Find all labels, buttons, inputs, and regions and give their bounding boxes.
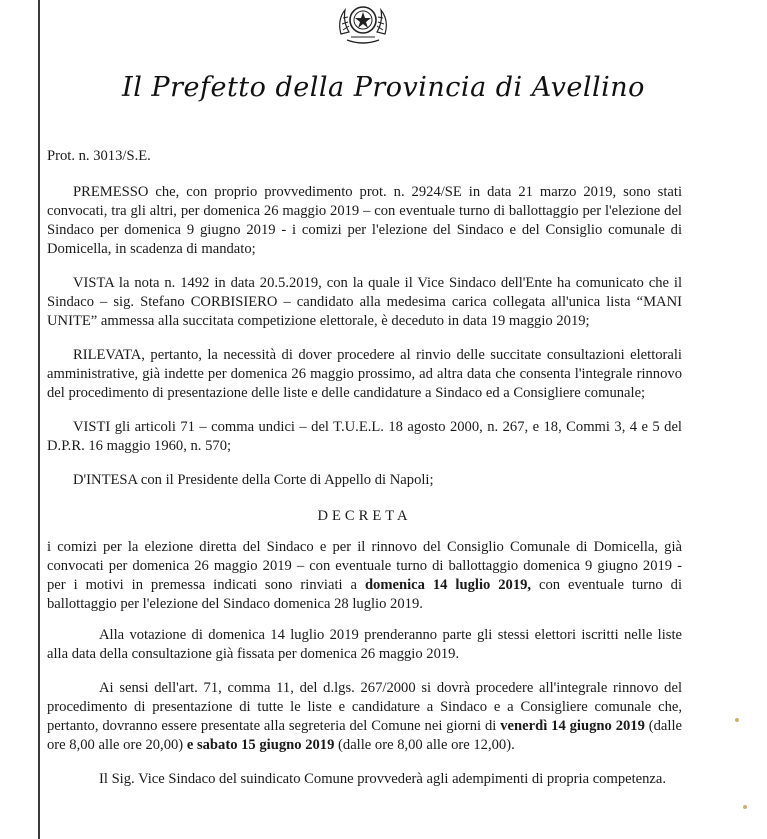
lead-word: PREMESSO	[73, 184, 149, 200]
paragraph-text: i comizi per la elezione diretta del Sindaco e per il rinnovo del Consiglio Comunale di Domicella, già convocati per domenica 26 maggio 2019 – con eventuale turno di ballottaggio domenica 9 giugno 2019 - per i motivi in premessa indicati sono rinviati a	[47, 539, 682, 593]
submission-date-1: venerdì 14 giugno 2019	[500, 718, 645, 734]
paper-speck	[743, 805, 747, 809]
page-left-border	[38, 0, 40, 839]
paragraph-text: la nota n. 1492 in data 20.5.2019, con la quale il Vice Sindaco dell'Ente ha comunicato che il Sindaco – sig. Stefano CORBISIERO – candidato alla medesima carica collegata all'unica lista “MANI UNITE” ammessa alla succitata competizione elettorale, è deceduto in data 19 maggio 2019;	[47, 275, 682, 329]
document-body	[47, 147, 682, 789]
paragraph-liste	[47, 679, 682, 755]
new-election-date: domenica 14 luglio 2019,	[364, 577, 532, 593]
protocol-number: Prot. n. 3013/S.E.	[47, 148, 151, 164]
lead-word: D'INTESA	[73, 472, 138, 488]
paragraph-premesso	[47, 183, 682, 259]
decreta-heading: DECRETA	[317, 508, 412, 524]
paragraph-vista	[47, 274, 682, 331]
lead-word: VISTI	[73, 419, 111, 435]
paragraph-decree	[47, 538, 682, 614]
lead-word: VISTA	[73, 275, 114, 291]
paragraph-text: (dalle ore 8,00 alle ore 20,00)	[47, 718, 682, 753]
paragraph-text: (dalle ore 8,00 alle ore 12,00).	[334, 737, 515, 753]
lead-word: RILEVATA	[73, 347, 142, 363]
paragraph-text: con eventuale turno di ballottaggio per l'elezione del Sindaco domenica 28 luglio 2019.	[47, 577, 683, 612]
paragraph-adempimenti: Il Sig. Vice Sindaco del suindicato Comune provvederà agli adempimenti di propria competenza.	[99, 771, 667, 787]
document-heading: Il Prefetto della Provincia di Avellino	[122, 72, 645, 103]
paragraph-text: gli articoli 71 – comma undici – del T.U.E.L. 18 agosto 2000, n. 267, e 18, Commi 3, 4 e 5 del D.P.R. 16 maggio 1960, n. 570;	[47, 419, 682, 454]
submission-date-2: e sabato 15 giugno 2019	[186, 737, 335, 753]
italian-republic-emblem-icon	[333, 0, 393, 48]
paragraph-votazione: Alla votazione di domenica 14 luglio 2019 prenderanno parte gli stessi elettori iscritti nelle liste alla data della consultazione già fissata per domenica 26 maggio 2019.	[47, 627, 682, 662]
paragraph-visti	[47, 418, 682, 456]
paragraph-rilevata	[47, 346, 682, 403]
paragraph-text: con il Presidente della Corte di Appello di Napoli;	[137, 472, 434, 488]
paper-speck	[735, 718, 739, 722]
paragraph-text: , pertanto, la necessità di dover procedere al rinvio delle succitate consultazioni elettorali amministrative, già indette per domenica 26 maggio prossimo, ad altra data che consenta l'integrale rinnovo del procedimento di presentazione delle liste e delle candidature a Sindaco ed a Consigliere comunale;	[47, 347, 682, 401]
paragraph-intesa	[47, 471, 682, 490]
paragraph-text: che, con proprio provvedimento prot. n. 2924/SE in data 21 marzo 2019, sono stati convocati, tra gli altri, per domenica 26 maggio 2019 – con eventuale turno di ballottaggio per l'elezione del Sindaco per domenica 9 giugno 2019 - i comizi per l'elezione del Sindaco e del Consiglio comunale di Domicella, in scadenza di mandato;	[47, 184, 682, 257]
paragraph-text: Ai sensi dell'art. 71, comma 11, del d.lgs. 267/2000 si dovrà procedere all'integrale rinnovo del procedimento di presentazione di tutte le liste e candidature a Sindaco e a Consigliere comunale che, pertanto, dovranno essere presentate alla segreteria del Comune nei giorni di	[47, 680, 682, 734]
